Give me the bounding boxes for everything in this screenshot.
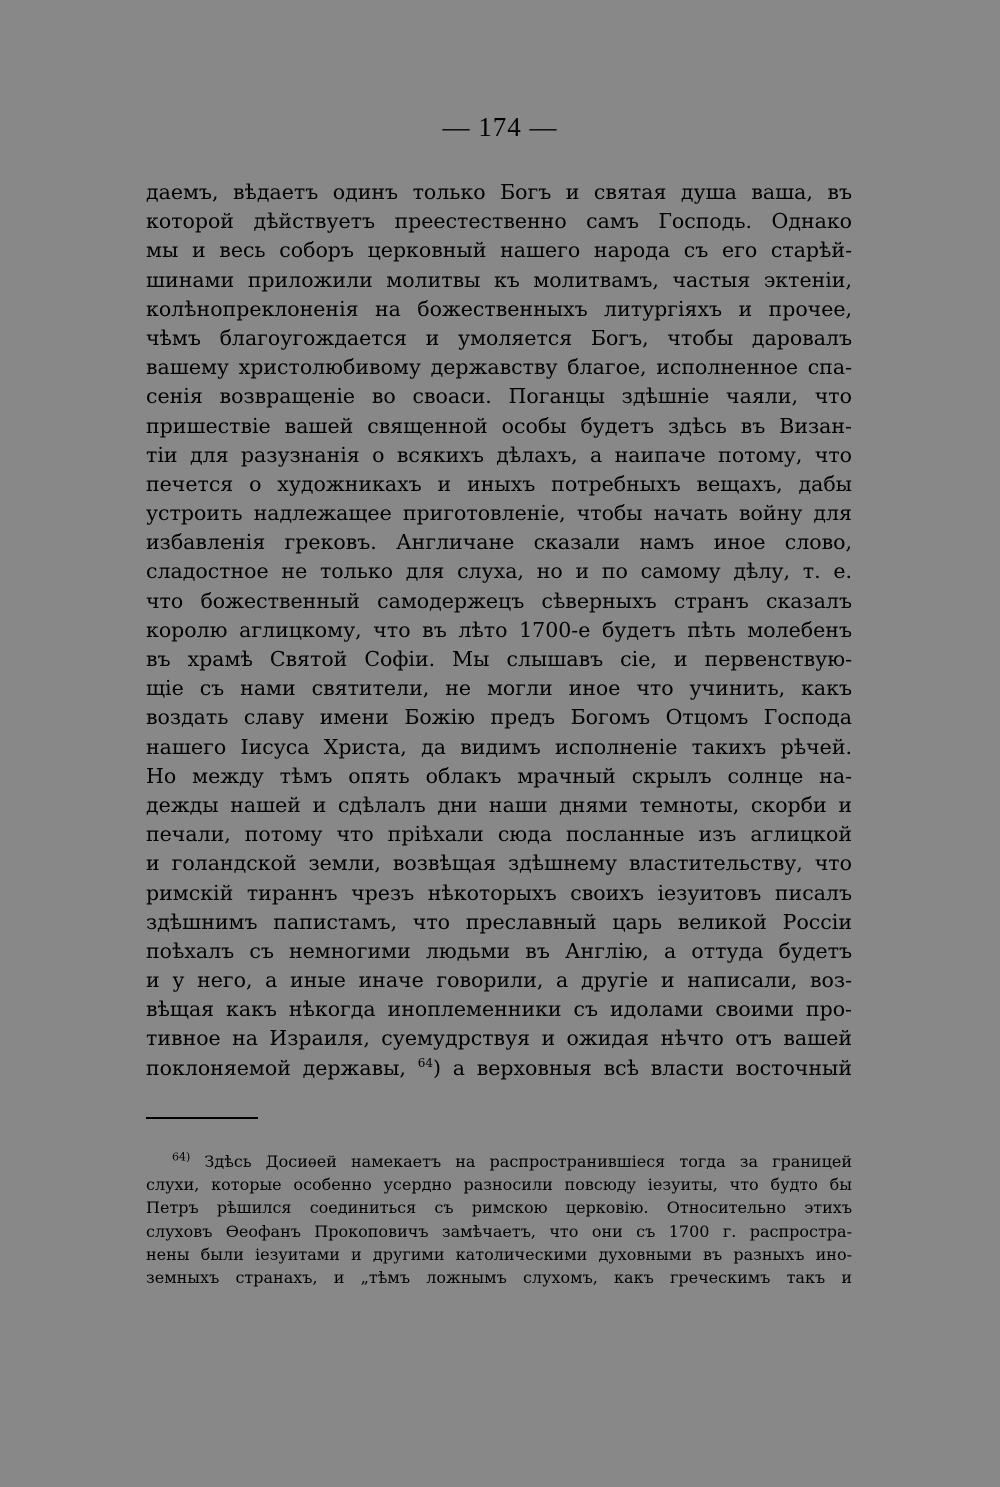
text-line: колѣнопреклоненія на божественныхъ литургіяхъ и прочее, <box>146 296 852 321</box>
text-line: тивное на Израиля, суемудрствуя и ожидая нѣчто отъ вашей <box>146 1026 852 1051</box>
footnote-line: слуховъ Ѳеофанъ Прокоповичъ замѣчаетъ, что они съ 1700 г. распростра- <box>146 1221 852 1241</box>
text-line: которой дѣйствуетъ преестественно самъ Господь. Однако <box>146 209 852 234</box>
text-line: щіе съ нами святители, не могли иное что учинить, какъ <box>146 676 852 701</box>
text-line: вѣщая какъ нѣкогда иноплеменники съ идолами своими про- <box>146 997 852 1022</box>
text-line: въ храмѣ Святой Софіи. Мы слышавъ сіе, и первенствую- <box>146 647 852 671</box>
text-line: что божественный самодержецъ сѣверныхъ странъ сказалъ <box>146 588 852 613</box>
text-line: и голандской земли, возвѣщая здѣшнему властительству, что <box>146 851 852 876</box>
text-line: печется о художникахъ и иныхъ потребныхъ вещахъ, дабы <box>146 471 852 496</box>
page-number: — 174 — <box>442 112 558 142</box>
text-line: нашего Іисуса Христа, да видимъ исполненіе такихъ рѣчей. <box>146 734 852 759</box>
text-line-with-footnote-ref <box>146 1054 852 1083</box>
footnote-line <box>146 1150 852 1173</box>
text-line: дежды нашей и сдѣлалъ дни наши днями темноты, скорби и <box>146 792 852 817</box>
text-line: римскій тираннъ чрезъ нѣкоторыхъ своихъ іезуитовъ писалъ <box>146 880 852 905</box>
text-fragment: поклоняемой державы, <box>146 1055 406 1080</box>
footnote-line: нены были іезуитами и другими католическими духовными въ разныхъ ино- <box>146 1244 852 1264</box>
footnote-line: Петръ рѣшился соединиться съ римскою церковію. Относительно этихъ <box>146 1198 852 1218</box>
text-line: здѣшнимъ папистамъ, что преславный царь великой Россіи <box>146 909 852 934</box>
footnote-line: слухи, которые особенно усердно разносили повсюду іезуиты, что будто бы <box>146 1175 852 1195</box>
text-line: вашему христолюбивому державству благое, исполненное спа- <box>146 355 852 380</box>
text-line: сладостное не только для слуха, но и по самому дѣлу, т. е. <box>146 559 852 584</box>
text-line: Но между тѣмъ опять облакъ мрачный скрылъ солнце на- <box>146 763 852 788</box>
text-line: пришествіе вашей священной особы будетъ здѣсь въ Визан- <box>146 413 852 438</box>
footnotes <box>146 1150 852 1289</box>
footnote-mark: 64) <box>172 1150 191 1164</box>
text-line: мы и весь соборъ церковный нашего народа съ его старѣй- <box>146 238 852 263</box>
text-line: печали, потому что пріѣхали сюда посланные изъ аглицкой <box>146 822 852 847</box>
text-line: тіи для разузнанія о всякихъ дѣлахъ, а наипаче потому, что <box>146 442 852 467</box>
main-text <box>146 178 852 1083</box>
text-line: воздать славу имени Божію предъ Богомъ Отцомъ Господа <box>146 705 852 730</box>
text-line: и у него, а иные иначе говорили, а другіе и написали, воз- <box>146 968 852 993</box>
text-line: сенія возвращеніе во своаси. Поганцы здѣшніе чаяли, что <box>146 384 852 409</box>
footnote-line: земныхъ странахъ, и „тѣмъ ложнымъ слухомъ, какъ греческимъ такъ и <box>146 1267 852 1287</box>
text-line: шинами приложили молитвы къ молитвамъ, частыя эктеніи, <box>146 267 852 292</box>
footnote-text: Здѣсь Досиѳей намекаетъ на распространившiеся тогда за границей <box>204 1152 853 1171</box>
text-line: королю аглицкому, что въ лѣто 1700-е будетъ пѣть молебенъ <box>146 617 852 642</box>
text-line: устроить надлежащее приготовленіе, чтобы начать войну для <box>146 501 852 526</box>
text-line: поѣхалъ съ немногими людьми въ Англію, а оттуда будетъ <box>146 938 852 963</box>
text-line: даемъ, вѣдаетъ одинъ только Богъ и святая душа ваша, въ <box>146 180 852 204</box>
text-fragment: ) а верховныя всѣ власти восточный <box>432 1055 852 1080</box>
text-line: избавленія грековъ. Англичане сказали намъ иное слово, <box>146 530 852 555</box>
footnote-divider <box>146 1117 258 1119</box>
footnote-reference: 64 <box>417 1055 433 1070</box>
text-line: чѣмъ благоугождается и умоляется Богъ, чтобы даровалъ <box>146 325 852 350</box>
